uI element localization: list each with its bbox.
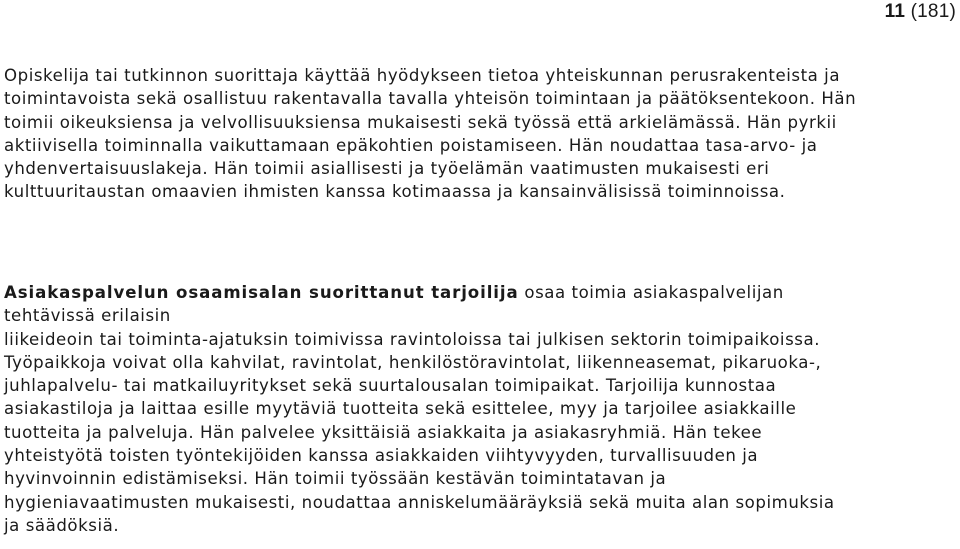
bold-lead-text: Asiakaspalvelun osaamisalan suorittanut tarjoilija xyxy=(4,283,519,302)
page-number-close-paren: ) xyxy=(949,1,956,22)
paragraph-line: tehtävissä erilaisin xyxy=(4,306,171,326)
page-number-current: 11 xyxy=(884,1,906,22)
page-number-open-paren: ( xyxy=(910,1,918,22)
paragraph-line: Opiskelija tai tutkinnon suorittaja käyttää hyödykseen tietoa yhteiskunnan perusrakenteista ja xyxy=(4,66,841,85)
paragraph-line: tuotteita ja palveluja. Hän palvelee yksittäisiä asiakkaita ja asiakasryhmiä. Hän tekee xyxy=(4,422,763,442)
paragraph-line: juhlapalvelu- tai matkailuyritykset sekä suurtalousalan toimipaikat. Tarjoilija kunnostaa xyxy=(4,376,777,396)
paragraph-line: toimii oikeuksiensa ja velvollisuuksiensa mukaisesti sekä työssä että arkielämässä. Hän pyrkii xyxy=(4,112,837,132)
paragraph-waiter-description xyxy=(4,281,960,537)
paragraph-line: yhdenvertaisuuslakeja. Hän toimii asiallisesti ja työelämän vaatimusten mukaisesti eri xyxy=(4,159,770,179)
paragraph-line: Työpaikkoja voivat olla kahvilat, ravintolat, henkilöstöravintolat, liikenneasemat, pikaruoka-, xyxy=(4,352,822,372)
paragraph-line: asiakastiloja ja laittaa esille myytäviä tuotteita sekä esittelee, myy ja tarjoilee asiakkaille xyxy=(4,399,797,419)
paragraph-line: aktiivisella toiminnalla vaikuttamaan epäkohtien poistamiseen. Hän noudattaa tasa-arvo- ja xyxy=(4,135,818,155)
paragraph-line: toimintavoista sekä osallistuu rakentavalla tavalla yhteisön toimintaan ja päätöksentekoon. Hän xyxy=(4,89,857,109)
paragraph-civic-competence xyxy=(4,64,960,204)
paragraph-line: kulttuuritaustan omaavien ihmisten kanssa kotimaassa ja kansainvälisissä toiminnoissa. xyxy=(4,182,786,202)
paragraph-line: liikeideoin tai toiminta-ajatuksin toimivissa ravintoloissa tai julkisen sektorin toimipaikoissa. xyxy=(4,329,821,349)
paragraph-line: hygieniavaatimusten mukaisesti, noudattaa anniskelumääräyksiä sekä muita alan sopimuksia xyxy=(4,492,835,512)
page-number-total: 181 xyxy=(917,1,950,22)
paragraph-lead-line xyxy=(4,281,960,304)
page-number xyxy=(885,1,956,23)
lead-rest-text: osaa toimia asiakaspalvelijan xyxy=(518,283,784,302)
paragraph-line: ja säädöksiä. xyxy=(4,515,120,535)
paragraph-line: yhteistyötä toisten työntekijöiden kanssa asiakkaiden viihtyvyyden, turvallisuuden ja xyxy=(4,446,759,466)
paragraph-line: hyvinvoinnin edistämiseksi. Hän toimii työssään kestävän toimintatavan ja xyxy=(4,469,667,489)
